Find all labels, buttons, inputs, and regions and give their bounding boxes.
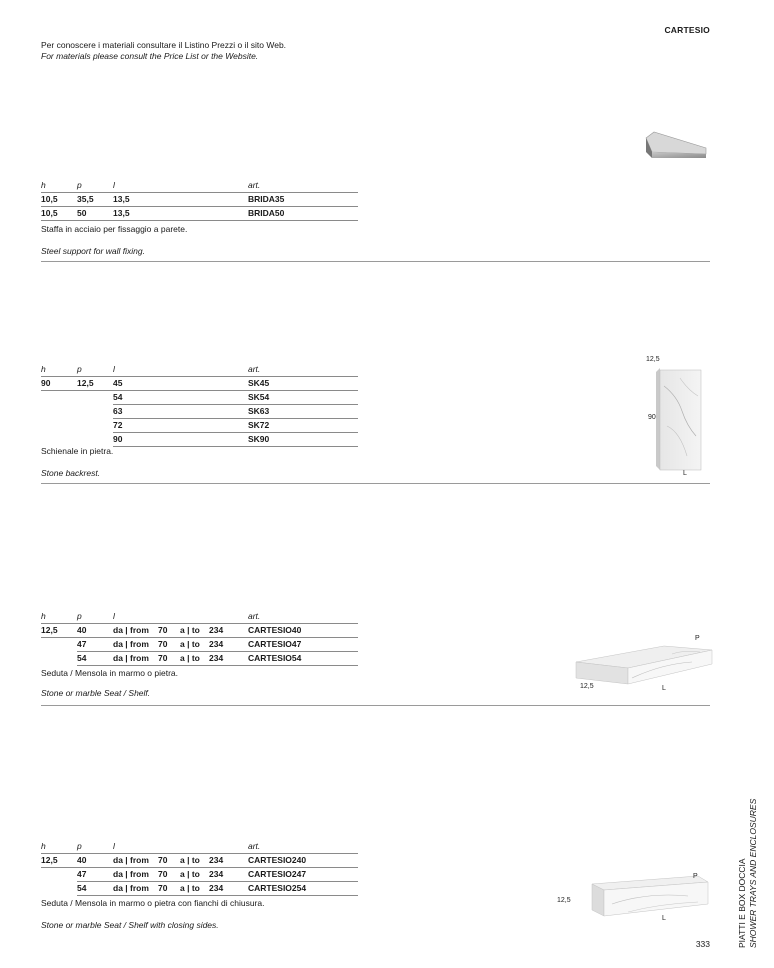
cell-art: BRIDA35 bbox=[248, 194, 285, 204]
cell-p: 12,5 bbox=[77, 378, 94, 388]
cell-p: 40 bbox=[77, 855, 87, 865]
cell-l: 54 bbox=[113, 392, 123, 402]
header-l: l bbox=[113, 364, 115, 374]
cell-h: 10,5 bbox=[41, 194, 58, 204]
cell-to: a | to bbox=[180, 639, 200, 649]
header-art: art. bbox=[248, 841, 261, 851]
cartesio-shelf-table bbox=[41, 610, 358, 666]
dim-length: L bbox=[683, 470, 687, 477]
stone-backrest-image bbox=[652, 366, 704, 474]
steel-bracket-image bbox=[640, 130, 712, 162]
header-l: l bbox=[113, 611, 115, 621]
header-h: h bbox=[41, 364, 46, 374]
cell-from: da | from bbox=[113, 625, 149, 635]
table-header bbox=[41, 363, 358, 377]
sk-desc-it: Schienale in pietra. bbox=[41, 446, 114, 456]
cell-art: CARTESIO40 bbox=[248, 625, 302, 635]
table-row bbox=[77, 868, 358, 882]
cell-max: 234 bbox=[209, 883, 224, 893]
brand-name: CARTESIO bbox=[664, 25, 710, 35]
dim-height: 90 bbox=[648, 414, 656, 421]
cell-min: 70 bbox=[158, 639, 168, 649]
cell-max: 234 bbox=[209, 639, 224, 649]
cell-art: CARTESIO254 bbox=[248, 883, 307, 893]
cell-h: 12,5 bbox=[41, 855, 58, 865]
closed-shelf-desc-it: Seduta / Mensola in marmo o pietra con fianchi di chiusura. bbox=[41, 898, 265, 908]
table-row bbox=[41, 854, 358, 868]
cell-l: 13,5 bbox=[113, 208, 130, 218]
cell-art: CARTESIO247 bbox=[248, 869, 307, 879]
header-p: p bbox=[77, 180, 82, 190]
cell-to: a | to bbox=[180, 625, 200, 635]
header-art: art. bbox=[248, 180, 261, 190]
header-p: p bbox=[77, 364, 82, 374]
cell-p: 40 bbox=[77, 625, 87, 635]
cell-min: 70 bbox=[158, 653, 168, 663]
header-l: l bbox=[113, 841, 115, 851]
table-row bbox=[77, 882, 358, 896]
cell-art: SK90 bbox=[248, 434, 270, 444]
brida-desc-it: Staffa in acciaio per fissaggio a parete. bbox=[41, 224, 188, 234]
header-art: art. bbox=[248, 611, 261, 621]
cell-l: 13,5 bbox=[113, 194, 130, 204]
cell-art: SK63 bbox=[248, 406, 270, 416]
cell-art: SK54 bbox=[248, 392, 270, 402]
cell-art: CARTESIO240 bbox=[248, 855, 307, 865]
cell-to: a | to bbox=[180, 869, 200, 879]
table-header bbox=[41, 179, 358, 193]
page-number: 333 bbox=[695, 939, 710, 949]
dim-depth: P bbox=[695, 635, 700, 642]
header-p: p bbox=[77, 611, 82, 621]
dim-thickness: 12,5 bbox=[580, 683, 594, 690]
section-divider bbox=[41, 261, 710, 262]
cell-art: CARTESIO47 bbox=[248, 639, 302, 649]
cell-art: SK72 bbox=[248, 420, 270, 430]
marble-shelf-closed-sides-image bbox=[588, 874, 712, 920]
cell-l: 45 bbox=[113, 378, 123, 388]
sk-table bbox=[41, 363, 358, 447]
header-art: art. bbox=[248, 364, 261, 374]
brida-desc-en: Steel support for wall fixing. bbox=[41, 246, 145, 256]
dim-length: L bbox=[662, 685, 666, 692]
cell-to: a | to bbox=[180, 653, 200, 663]
intro-en: For materials please consult the Price List or the Website. bbox=[41, 51, 259, 61]
cell-p: 47 bbox=[77, 869, 87, 879]
table-row bbox=[77, 638, 358, 652]
cartesio-closed-table bbox=[41, 840, 358, 896]
cell-max: 234 bbox=[209, 869, 224, 879]
closed-shelf-desc-en: Stone or marble Seat / Shelf with closing sides. bbox=[41, 920, 219, 930]
table-header bbox=[41, 610, 358, 624]
intro-note bbox=[41, 40, 286, 62]
header-p: p bbox=[77, 841, 82, 851]
cell-min: 70 bbox=[158, 855, 168, 865]
shelf-desc-it: Seduta / Mensola in marmo o pietra. bbox=[41, 668, 179, 678]
brida-table bbox=[41, 179, 358, 221]
section-divider bbox=[41, 483, 710, 484]
cell-h: 10,5 bbox=[41, 208, 58, 218]
cell-art: CARTESIO54 bbox=[248, 653, 302, 663]
header-h: h bbox=[41, 841, 46, 851]
dim-thickness: 12,5 bbox=[646, 356, 660, 363]
cell-from: da | from bbox=[113, 869, 149, 879]
cell-l: 72 bbox=[113, 420, 123, 430]
table-header bbox=[41, 840, 358, 854]
side-section-label bbox=[737, 799, 759, 948]
cell-max: 234 bbox=[209, 855, 224, 865]
intro-it: Per conoscere i materiali consultare il Listino Prezzi o il sito Web. bbox=[41, 40, 287, 50]
cell-l: 90 bbox=[113, 434, 123, 444]
cell-max: 234 bbox=[209, 625, 224, 635]
cell-to: a | to bbox=[180, 855, 200, 865]
cell-min: 70 bbox=[158, 869, 168, 879]
header-h: h bbox=[41, 180, 46, 190]
cell-from: da | from bbox=[113, 855, 149, 865]
table-row bbox=[41, 207, 358, 221]
shelf-desc-en: Stone or marble Seat / Shelf. bbox=[41, 688, 151, 698]
cell-p: 54 bbox=[77, 653, 87, 663]
cell-to: a | to bbox=[180, 883, 200, 893]
table-row bbox=[41, 377, 358, 391]
sk-desc-en: Stone backrest. bbox=[41, 468, 101, 478]
cell-from: da | from bbox=[113, 883, 149, 893]
cell-p: 50 bbox=[77, 208, 87, 218]
table-row bbox=[41, 624, 358, 638]
table-row bbox=[113, 419, 358, 433]
table-row bbox=[77, 652, 358, 666]
table-row bbox=[113, 433, 358, 447]
cell-from: da | from bbox=[113, 653, 149, 663]
cell-max: 234 bbox=[209, 653, 224, 663]
section-divider bbox=[41, 705, 710, 706]
cell-art: BRIDA50 bbox=[248, 208, 285, 218]
cell-art: SK45 bbox=[248, 378, 270, 388]
cell-min: 70 bbox=[158, 883, 168, 893]
table-row bbox=[113, 405, 358, 419]
side-label-it: PIATTI E BOX DOCCIA bbox=[737, 858, 747, 948]
dim-thickness: 12,5 bbox=[557, 897, 571, 904]
table-row bbox=[41, 193, 358, 207]
cell-p: 54 bbox=[77, 883, 87, 893]
table-row bbox=[113, 391, 358, 405]
cell-min: 70 bbox=[158, 625, 168, 635]
cell-h: 90 bbox=[41, 378, 51, 388]
header-l: l bbox=[113, 180, 115, 190]
dim-depth: P bbox=[693, 873, 698, 880]
cell-p: 35,5 bbox=[77, 194, 94, 204]
cell-l: 63 bbox=[113, 406, 123, 416]
cell-p: 47 bbox=[77, 639, 87, 649]
header-h: h bbox=[41, 611, 46, 621]
side-label-en: SHOWER TRAYS AND ENCLOSURES bbox=[748, 798, 758, 948]
dim-length: L bbox=[662, 915, 666, 922]
cell-h: 12,5 bbox=[41, 625, 58, 635]
cell-from: da | from bbox=[113, 639, 149, 649]
